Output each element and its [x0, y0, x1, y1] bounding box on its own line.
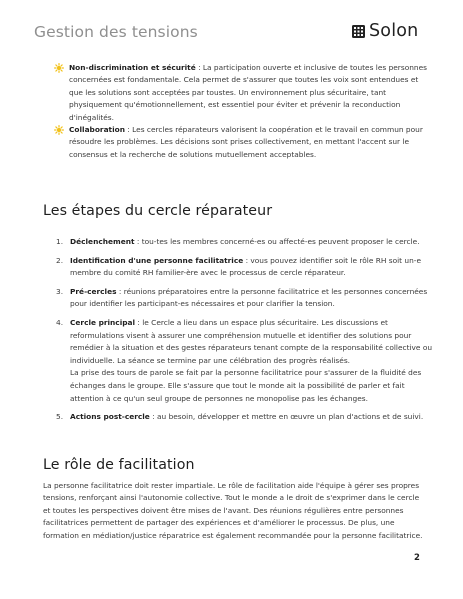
steps-list [56, 236, 436, 424]
step-number: 1. [56, 237, 64, 246]
bullet-term: Non-discrimination et sécurité [69, 63, 196, 72]
list-item [56, 317, 436, 405]
principles-list [54, 62, 429, 161]
step-text: : tou-tes les membres concerné-es ou affecté-es peuvent proposer le cercle. [134, 237, 420, 246]
bullet-text: : La participation ouverte et inclusive de toutes les personnes concernées est fondamentale. Cela permet de s'assurer que toutes les voix sont entendues et que les solutions sont acceptées par toustes. Un environnement plus sécuritaire, tant physiquement qu'émotionnellement, est essentiel pour éviter et prévenir la reconduction d'inégalités. [69, 63, 427, 122]
step-number: 3. [56, 286, 64, 296]
list-item [56, 411, 436, 424]
step-term: Cercle principal [70, 317, 136, 327]
facilitation-paragraph: La personne facilitatrice doit rester impartiale. Le rôle de facilitation aide l'équipe à gérer ses propres tensions, renforçant ainsi l'autonomie collective. Tout le monde a le droit de s'exprimer dans le cercle et toutes les perspectives doivent être mises de l'avant. Des réunions régulières entre personnes facilitatrices permettent de partager des expériences et d'améliorer le processus. De plus, une formation en médiation/justice réparatrice est également recommandée pour la personne facilitatrice. [43, 481, 423, 540]
list-item [54, 124, 429, 161]
page-number: 2 [414, 553, 420, 563]
facilitation-heading: Le rôle de facilitation [43, 457, 195, 473]
step-text: : réunions préparatoires entre la personne facilitatrice et les personnes concernées pour identifier les participant-es nécessaires et pour clarifier la tension. [70, 286, 428, 309]
list-item [56, 255, 436, 280]
step-number: 5. [56, 412, 64, 422]
bullet-text: : Les cercles réparateurs valorisent la coopération et le travail en commun pour résoudre les problèmes. Les décisions sont prises collectivement, en mettant l'accent sur le consensus et la recherche de solutions mutuellement acceptables. [69, 125, 423, 159]
brand-name: Solon [369, 21, 419, 41]
sun-bullet-icon [54, 125, 64, 135]
step-term: Pré-cercles [70, 286, 117, 296]
bullet-term: Collaboration [69, 125, 125, 135]
step-term: Identification d'une personne facilitatrice [70, 255, 244, 265]
step-number: 2. [56, 255, 64, 265]
list-item [56, 236, 436, 249]
list-item [56, 286, 436, 311]
step-term: Déclenchement [70, 237, 135, 246]
section-header-title: Gestion des tensions [34, 23, 198, 41]
step-term: Actions post-cercle [70, 412, 150, 422]
step-text: : le Cercle a lieu dans un espace plus sécuritaire. Les discussions et reformulations visent à assurer une compréhension mutuelle et identifier des solutions pour remédier à la situation et des gestes réparateurs tenant compte de la responsabilité collective ou individuelle. La séance se termine par une célébration des progrès réalisés. [70, 317, 433, 365]
step-text-continued: La prise des tours de parole se fait par la personne facilitatrice pour s'assurer de la fluidité des échanges dans le groupe. Elle s'assure que tout le monde ait la possibilité de parler et fait attention à ce qu'un seul groupe de personnes ne monopolise pas les échanges. [70, 368, 422, 403]
brand-logo [352, 21, 418, 41]
step-number: 4. [56, 317, 64, 327]
list-item [54, 62, 429, 124]
steps-heading: Les étapes du cercle réparateur [43, 203, 273, 219]
step-text: : au besoin, développer et mettre en œuvre un plan d'actions et de suivi. [149, 412, 424, 422]
step-text: : vous pouvez identifier soit le rôle RH soit un-e membre du comité RH familier-ère avec le processus de cercle réparateur. [70, 255, 422, 278]
solon-grid-logo-icon [352, 25, 365, 38]
sun-bullet-icon [54, 63, 64, 73]
